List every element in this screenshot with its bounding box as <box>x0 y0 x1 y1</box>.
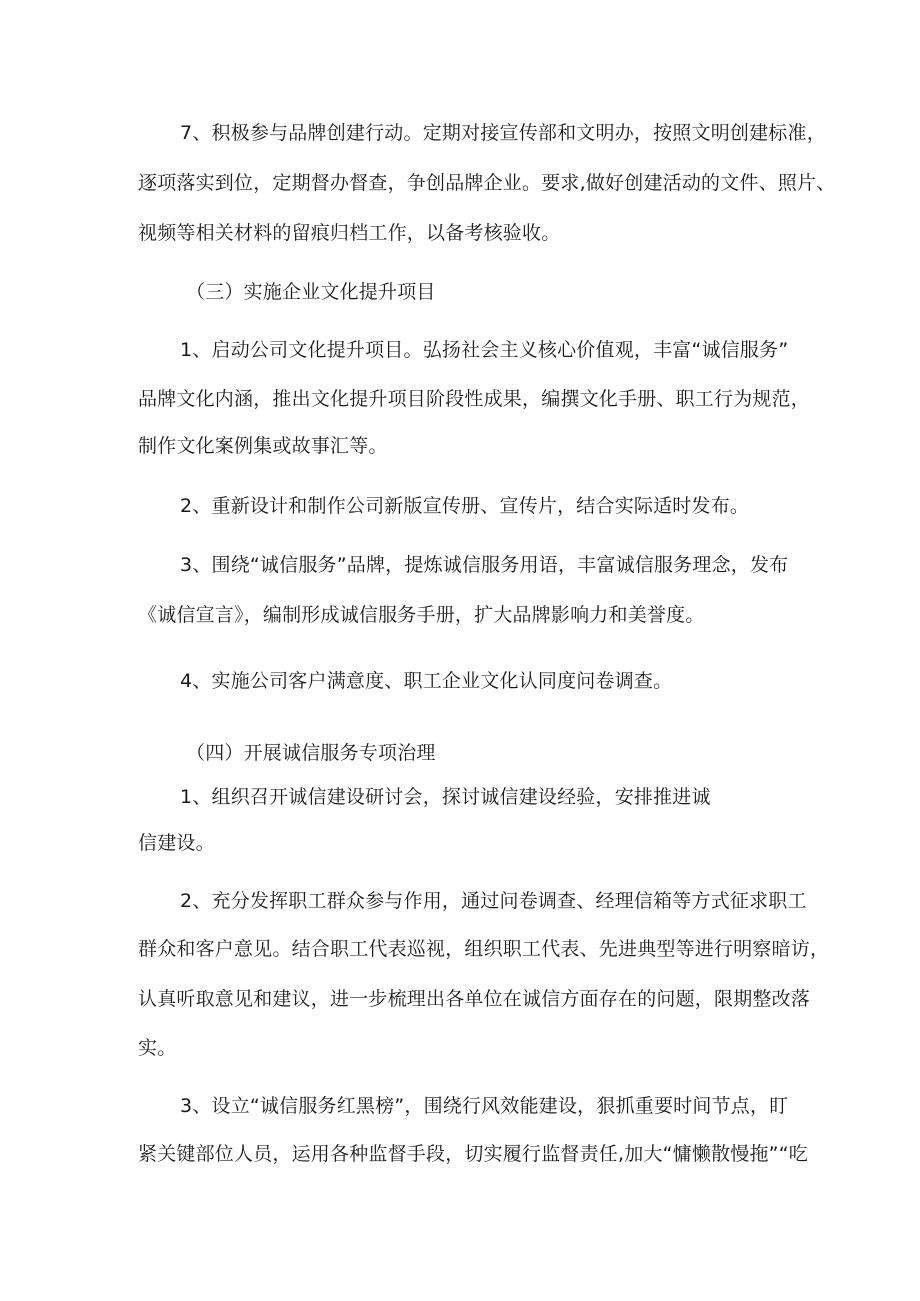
section4-item1-line2: 信建设。 <box>138 832 215 854</box>
section4-item2-line2: 群众和客户意见。结合职工代表巡视，组织职工代表、先进典型等进行明察暗访， <box>138 938 830 960</box>
section3-heading: （三）实施企业文化提升项目 <box>186 281 436 303</box>
section3-item2-line1: 2、重新设计和制作公司新版宣传册、宣传片，结合实际适时发布。 <box>180 495 750 517</box>
item7-line3: 视频等相关材料的留痕归档工作，以备考核验收。 <box>138 222 561 244</box>
section4-item1-line1: 1、组织召开诚信建设研讨会，探讨诚信建设经验，安排推进诚 <box>180 786 711 808</box>
section4-item2-line3: 认真听取意见和建议，进一步梳理出各单位在诚信方面存在的问题，限期整改落 <box>138 988 811 1010</box>
section4-item3-line1: 3、设立“诚信服务红黑榜”，围绕行风效能建设，狠抓重要时间节点，盯 <box>180 1095 789 1117</box>
section3-item1-line1: 1、启动公司文化提升项目。弘扬社会主义核心价值观，丰富“诚信服务” <box>180 339 789 361</box>
section3-item4-line1: 4、实施公司客户满意度、职工企业文化认同度问卷调查。 <box>180 670 673 692</box>
section4-item2-line1: 2、充分发挥职工群众参与作用，通过问卷调查、经理信箱等方式征求职工 <box>180 890 807 912</box>
section3-item1-line3: 制作文化案例集或故事汇等。 <box>138 435 388 457</box>
section3-item1-line2: 品牌文化内涵，推出文化提升项目阶段性成果，编撰文化手册、职工行为规范， <box>138 388 811 410</box>
item7-line2: 逐项落实到位，定期督办督查，争创品牌企业。要求,做好创建活动的文件、照片、 <box>138 172 836 194</box>
section3-item3-line1: 3、围绕“诚信服务”品牌，提炼诚信服务用语，丰富诚信服务理念，发布 <box>180 554 789 576</box>
section3-item3-line2: 《诚信宣言》，编制形成诚信服务手册，扩大品牌影响力和美誉度。 <box>138 604 705 626</box>
section4-item2-line4: 实。 <box>138 1037 177 1059</box>
section4-heading: （四）开展诚信服务专项治理 <box>186 742 436 764</box>
item7-line1: 7、积极参与品牌创建行动。定期对接宣传部和文明办，按照文明创建标准， <box>180 122 826 144</box>
section4-item3-line2: 紧关键部位人员，运用各种监督手段，切实履行监督责任,加大“慵懒散慢拖”“吃 <box>138 1143 808 1165</box>
